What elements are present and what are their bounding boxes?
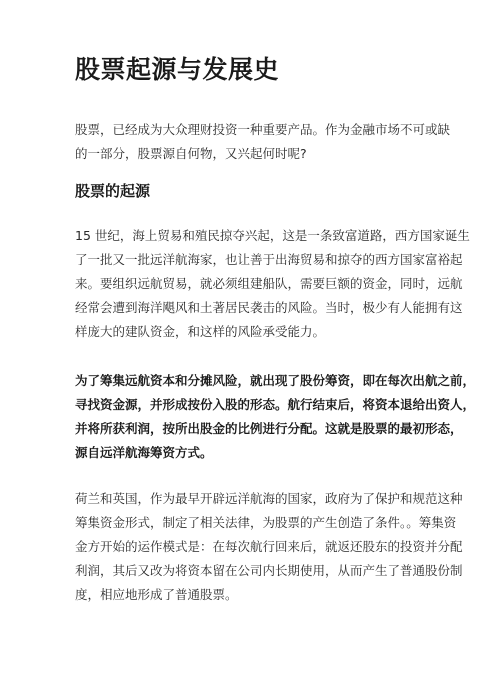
intro-line: 的一部分，股票源自何物，又兴起何时呢? bbox=[75, 146, 307, 161]
paragraph-line: 筹集资金形式，制定了相关法律，为股票的产生创造了条件。。筹集资 bbox=[75, 515, 457, 530]
paragraph-line: 利润，其后又改为将资本留在公司内长期使用，从而产生了普通股份制 bbox=[75, 563, 463, 578]
paragraph-3 bbox=[75, 487, 463, 607]
paragraph-line: 经常会遭到海洋飓风和土著居民袭击的风险。当时，极少有人能拥有这 bbox=[75, 300, 463, 315]
intro-paragraph bbox=[75, 118, 451, 166]
paragraph-line: 金方开始的运作模式是：在每次航行回来后，就返还股东的投资并分配 bbox=[75, 539, 463, 554]
paragraph-line: 并将所获利润，按所出股金的比例进行分配。这就是股票的最初形态， bbox=[75, 421, 463, 436]
section-heading: 股票的起源 bbox=[75, 182, 151, 200]
intro-line: 股票，已经成为大众理财投资一种重要产品。作为金融市场不可或缺 bbox=[75, 122, 451, 137]
paragraph-line: 寻找资金源，并形成按份入股的形态。航行结束后，将资本退给出资人， bbox=[75, 397, 476, 412]
paragraph-line: 15 世纪，海上贸易和殖民掠夺兴起，这是一条致富道路，西方国家诞生 bbox=[75, 228, 470, 243]
paragraph-line: 样庞大的建队资金，和这样的风险承受能力。 bbox=[75, 324, 326, 339]
paragraph-line: 了一批又一批远洋航海家，也让善于出海贸易和掠夺的西方国家富裕起 bbox=[75, 252, 463, 267]
paragraph-1 bbox=[75, 224, 470, 344]
paragraph-line: 源自远洋航海筹资方式。 bbox=[75, 445, 213, 460]
paragraph-line: 荷兰和英国，作为最早开辟远洋航海的国家，政府为了保护和规范这种 bbox=[75, 491, 463, 506]
paragraph-2 bbox=[75, 369, 476, 465]
paragraph-line: 度，相应地形成了普通股票。 bbox=[75, 587, 238, 602]
paragraph-line: 来。要组织远航贸易，就必须组建船队，需要巨额的资金，同时，远航 bbox=[75, 276, 463, 291]
paragraph-line: 为了筹集远航资本和分摊风险，就出现了股份筹资，即在每次出航之前， bbox=[75, 373, 476, 388]
page-title: 股票起源与发展史 bbox=[75, 55, 280, 84]
